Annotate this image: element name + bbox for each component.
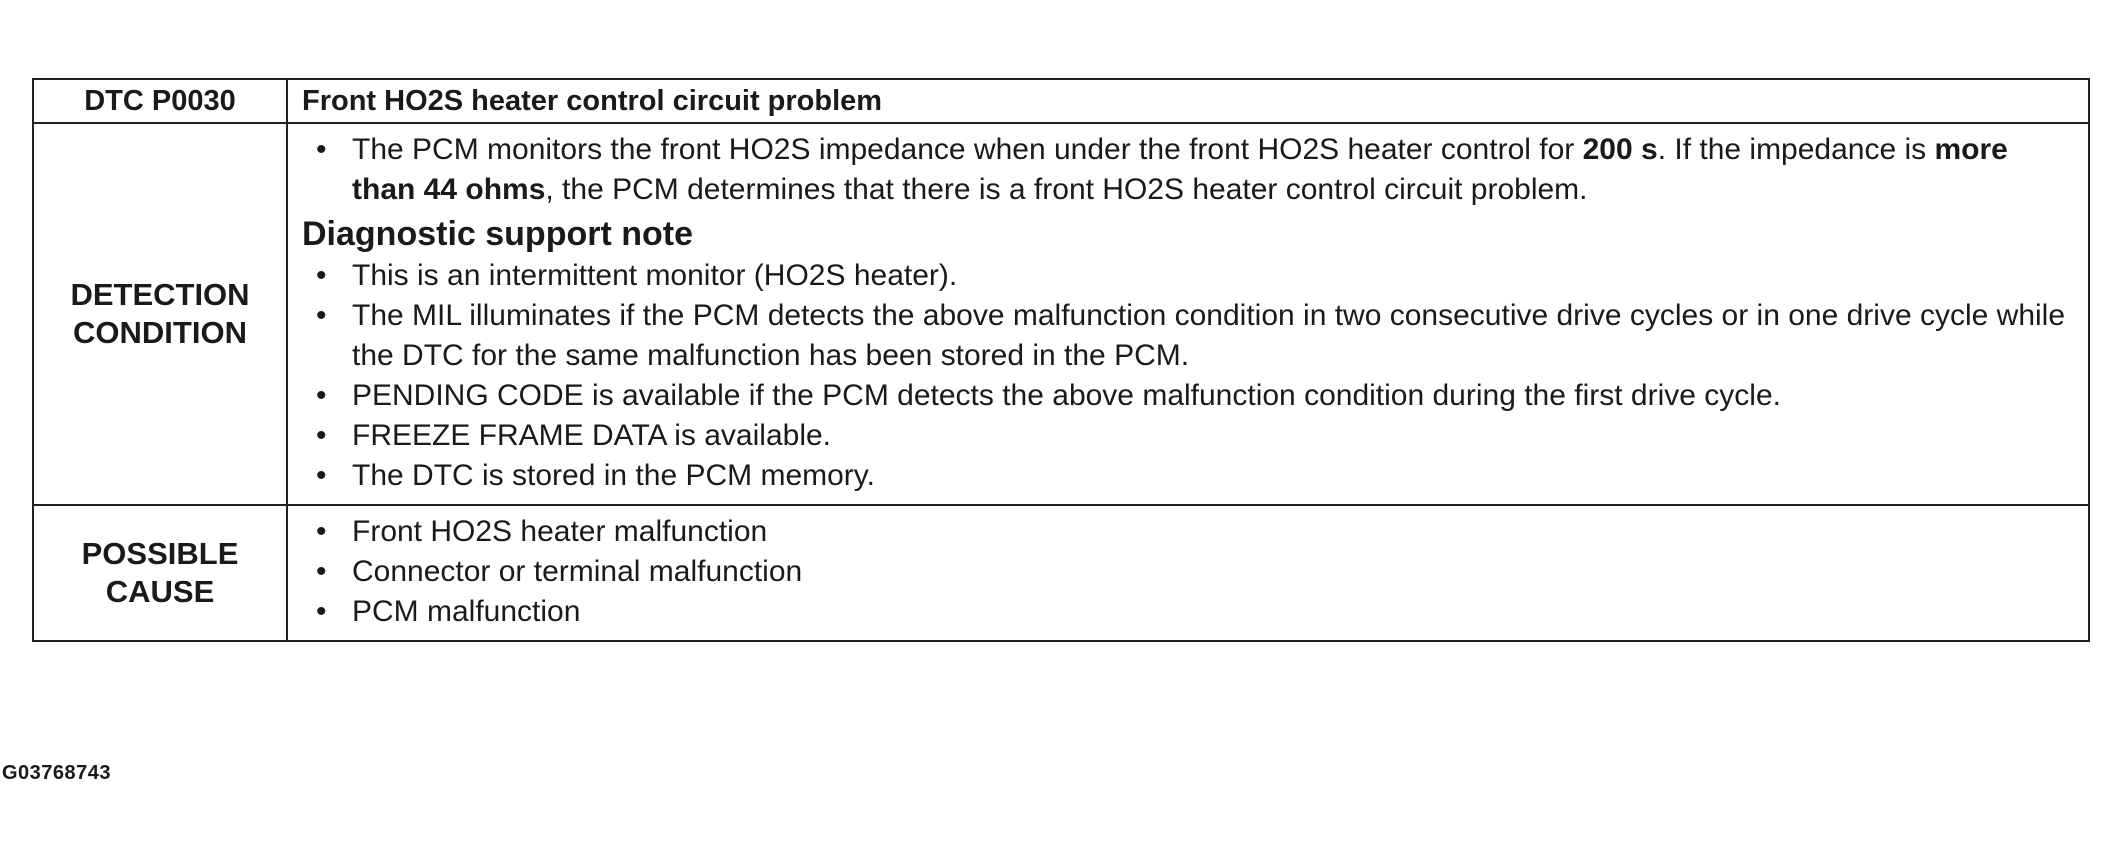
possible-cause-item: • Connector or terminal malfunction <box>302 552 2068 592</box>
intro-text-2: . If the impedance is <box>1657 133 1935 166</box>
detection-intro-item <box>302 130 2068 210</box>
figure-id: G03768743 <box>2 762 112 784</box>
diagnostic-notes-list <box>302 256 2068 496</box>
possible-cause-item: • PCM malfunction <box>302 592 2068 632</box>
possible-cause-content <box>287 505 2089 641</box>
dtc-table <box>32 78 2090 642</box>
diagnostic-note-item: • The DTC is stored in the PCM memory. <box>302 456 2068 496</box>
intro-text-3: , the PCM determines that there is a front HO2S heater control circuit problem. <box>545 173 1588 206</box>
diagnostic-note-item: • PENDING CODE is available if the PCM detects the above malfunction condition during the first drive cycle. <box>302 376 2068 416</box>
possible-cause-label <box>33 505 287 641</box>
cause-label-line2: CAUSE <box>105 574 215 609</box>
diagnostic-support-note-heading: Diagnostic support note <box>302 215 693 253</box>
intro-threshold: more than 44 ohms <box>352 133 2008 206</box>
detection-condition-label <box>33 123 287 505</box>
possible-cause-list <box>302 512 2068 632</box>
detection-condition-content <box>287 123 2089 505</box>
dtc-code: DTC P0030 <box>33 79 287 123</box>
intro-text-1: The PCM monitors the front HO2S impedance when under the front HO2S heater control for <box>352 133 1583 166</box>
possible-cause-item: • Front HO2S heater malfunction <box>302 512 2068 552</box>
detection-label-line1: DETECTION <box>70 277 250 312</box>
possible-cause-row <box>33 505 2089 641</box>
intro-duration: 200 s <box>1582 133 1658 166</box>
header-row <box>33 79 2089 123</box>
detection-condition-row <box>33 123 2089 505</box>
dtc-title: Front HO2S heater control circuit problem <box>287 79 2089 123</box>
diagnostic-note-item: • The MIL illuminates if the PCM detects the above malfunction condition in two consecutive drive cycles or in one drive cycle while the DTC for the same malfunction has been stored in the PCM. <box>302 296 2068 376</box>
diagnostic-note-item: • This is an intermittent monitor (HO2S heater). <box>302 256 2068 296</box>
detection-label-line2: CONDITION <box>73 315 247 350</box>
cause-label-line1: POSSIBLE <box>81 536 239 571</box>
detection-intro-list <box>302 130 2068 210</box>
diagnostic-note-item: • FREEZE FRAME DATA is available. <box>302 416 2068 456</box>
